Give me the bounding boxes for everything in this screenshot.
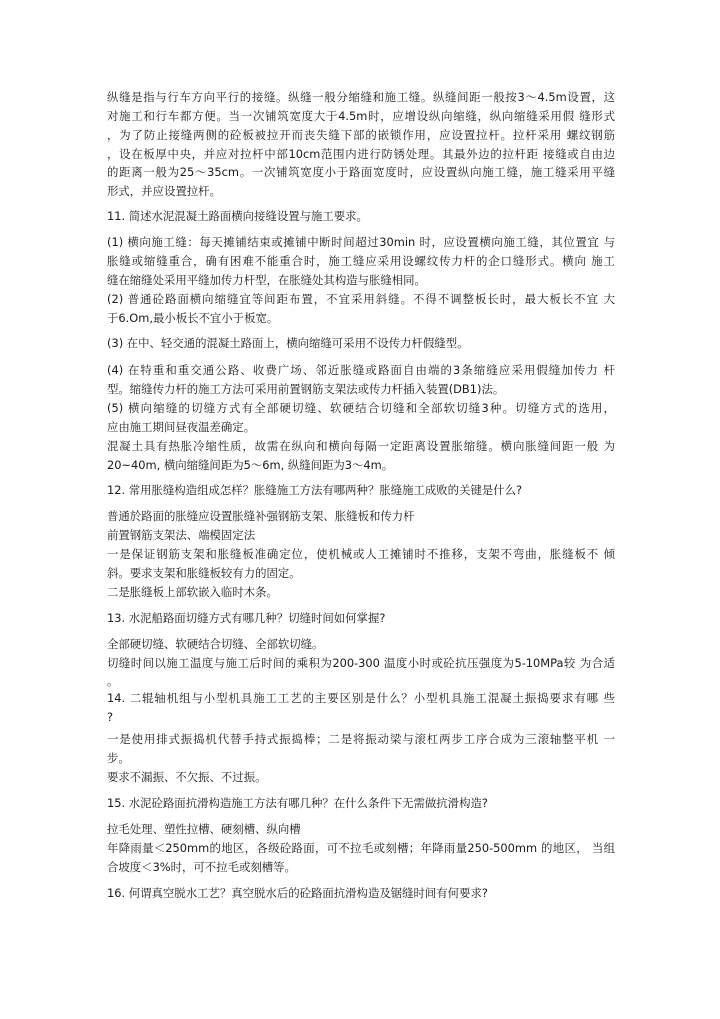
paragraph-line: 缝在缩缝处采用平缝加传力杆型，在胀缝处其构造与胀缝相同。: [107, 273, 426, 287]
paragraph-line: 一是保证钢筋支架和胀缝板准确定位，使机械或人工摊铺时不推移，支架不弯曲，胀缝板不 倾: [107, 547, 615, 561]
paragraph-line: 胀缝或缩缝重合，确有困难不能重合时，施工缝应采用设螺纹传力杆的企口缝形式。横向 施工: [107, 254, 615, 268]
paragraph-line: 拉毛处理、塑性拉槽、硬刻槽、纵向槽: [107, 822, 301, 836]
paragraph-line: 斜。要求支架和胀缝板较有力的固定。: [107, 566, 301, 580]
paragraph-line: 合坡度＜3%时，可不拉毛或刻槽等。: [107, 860, 296, 874]
paragraph-line: ，为了防止接缝两侧的砼板被拉开而丧失缝下部的嵌锁作用，应设置拉杆。拉杆采用 螺纹钢筋: [107, 128, 615, 142]
paragraph-line: 年降雨量＜250mm的地区，各级砼路面，可不拉毛或刻槽；年降雨量250-500mm 的地区， 当组: [107, 841, 615, 855]
paragraph-line: 要求不漏振、不欠振、不过振。: [107, 770, 267, 784]
question-heading: ?: [107, 710, 114, 724]
paragraph-line: 应由施工期间昼夜温差确定。: [107, 420, 256, 434]
paragraph-line: 一是使用排式振捣机代替手持式振捣棒；二是将振动梁与滚杠两步工序合成为三滚轴整平机 一: [107, 732, 615, 746]
paragraph-line: 混凝土具有热胀冷缩性质，故需在纵向和横向每隔一定距离设置胀缩缝。横向胀缝间距一般 为: [107, 439, 615, 453]
paragraph-line: 形式，并应设置拉杆。: [107, 184, 221, 198]
paragraph-line: 二是胀缝板上部软嵌入临时木条。: [107, 585, 278, 599]
paragraph-line: 切缝时间以施工温度与施工后时间的乘积为200-300 温度小时或砼抗压强度为5-10MPa较 为合适: [107, 656, 615, 670]
question-heading: 13. 水泥船路面切缝方式有哪几种？切缝时间如何掌握?: [107, 611, 386, 625]
paragraph-line: 的距离一般为25～35cm。一次铺筑宽度小于路面宽度时，应设置纵向施工缝，施工缝采用平缝: [107, 165, 615, 179]
paragraph-line: 对施工和行车都方便。当一次铺筑宽度大于4.5m时，应增设纵向缩缝，纵向缩缝采用假 缝形式: [107, 109, 615, 123]
paragraph-line: 型。缩缝传力杆的施工方法可采用前置钢筋支架法或传力杆插入装置(DB1)法。: [107, 382, 505, 396]
paragraph-line: 20~40m, 横向缩缝间距为5～6m, 纵缝间距为3～4m。: [107, 458, 394, 472]
question-heading: 12. 常用胀缝构造组成怎样？胀缝施工方法有哪两种？胀缝施工成败的关键是什么?: [107, 483, 523, 497]
question-heading: 11. 简述水泥混凝土路面横向接缝设置与施工要求。: [107, 209, 368, 223]
paragraph-line: (2) 普通砼路面横向缩缝宜等间距布置，不宜采用斜缝。不得不调整板长时，最大板长不宜 大: [107, 292, 615, 306]
paragraph-line: 。: [107, 674, 119, 688]
paragraph-line: (5) 横向缩缝的切缝方式有全部硬切缝、软硬结合切缝和全部软切缝3种。切缝方式的选用，: [107, 401, 615, 415]
paragraph-line: 步。: [107, 751, 130, 765]
paragraph-line: (1) 横向施工缝：每天摊铺结束或摊铺中断时间超过30min 时，应设置横向施工缝，其位置宜 与: [107, 235, 615, 249]
paragraph-line: 于6.Om,最小板长不宜小于板宽。: [107, 311, 279, 325]
paragraph-line: (4) 在特重和重交通公路、收费广场、邻近胀缝或路面自由端的3条缩缝应采用假缝加传力 杆: [107, 363, 615, 377]
question-heading: 15. 水泥砼路面抗滑构造施工方法有哪几种？在什么条件下无需做抗滑构造?: [107, 796, 488, 810]
paragraph-line: 纵缝是指与行车方向平行的接缝。纵缝一般分缩缝和施工缝。纵缝间距一般按3～4.5m设置，这: [107, 90, 615, 104]
question-heading: 16. 何谓真空脱水工艺？真空脱水后的砼路面抗滑构造及锯缝时间有何要求?: [107, 886, 488, 900]
paragraph-line: ，设在板厚中央，并应对拉杆中部10cm范围内进行防锈处理。其最外边的拉杆距 接缝或自由边: [107, 147, 615, 161]
paragraph-line: 普通於路面的胀缝应设置胀缝补强钢筋支架、胀缝板和传力杆: [107, 509, 415, 523]
paragraph-line: 全部硬切缝、软硬结合切缝、全部软切缝。: [107, 637, 324, 651]
paragraph-line: (3) 在中、轻交通的混凝土路面上，横向缩缝可采用不设传力杆假缝型。: [107, 336, 469, 350]
question-heading: 14. 二辊轴机组与小型机具施工工艺的主要区别是什么？小型机具施工混凝土振捣要求有哪 些: [107, 691, 615, 705]
paragraph-line: 前置钢筋支架法、端模固定法: [107, 528, 256, 542]
